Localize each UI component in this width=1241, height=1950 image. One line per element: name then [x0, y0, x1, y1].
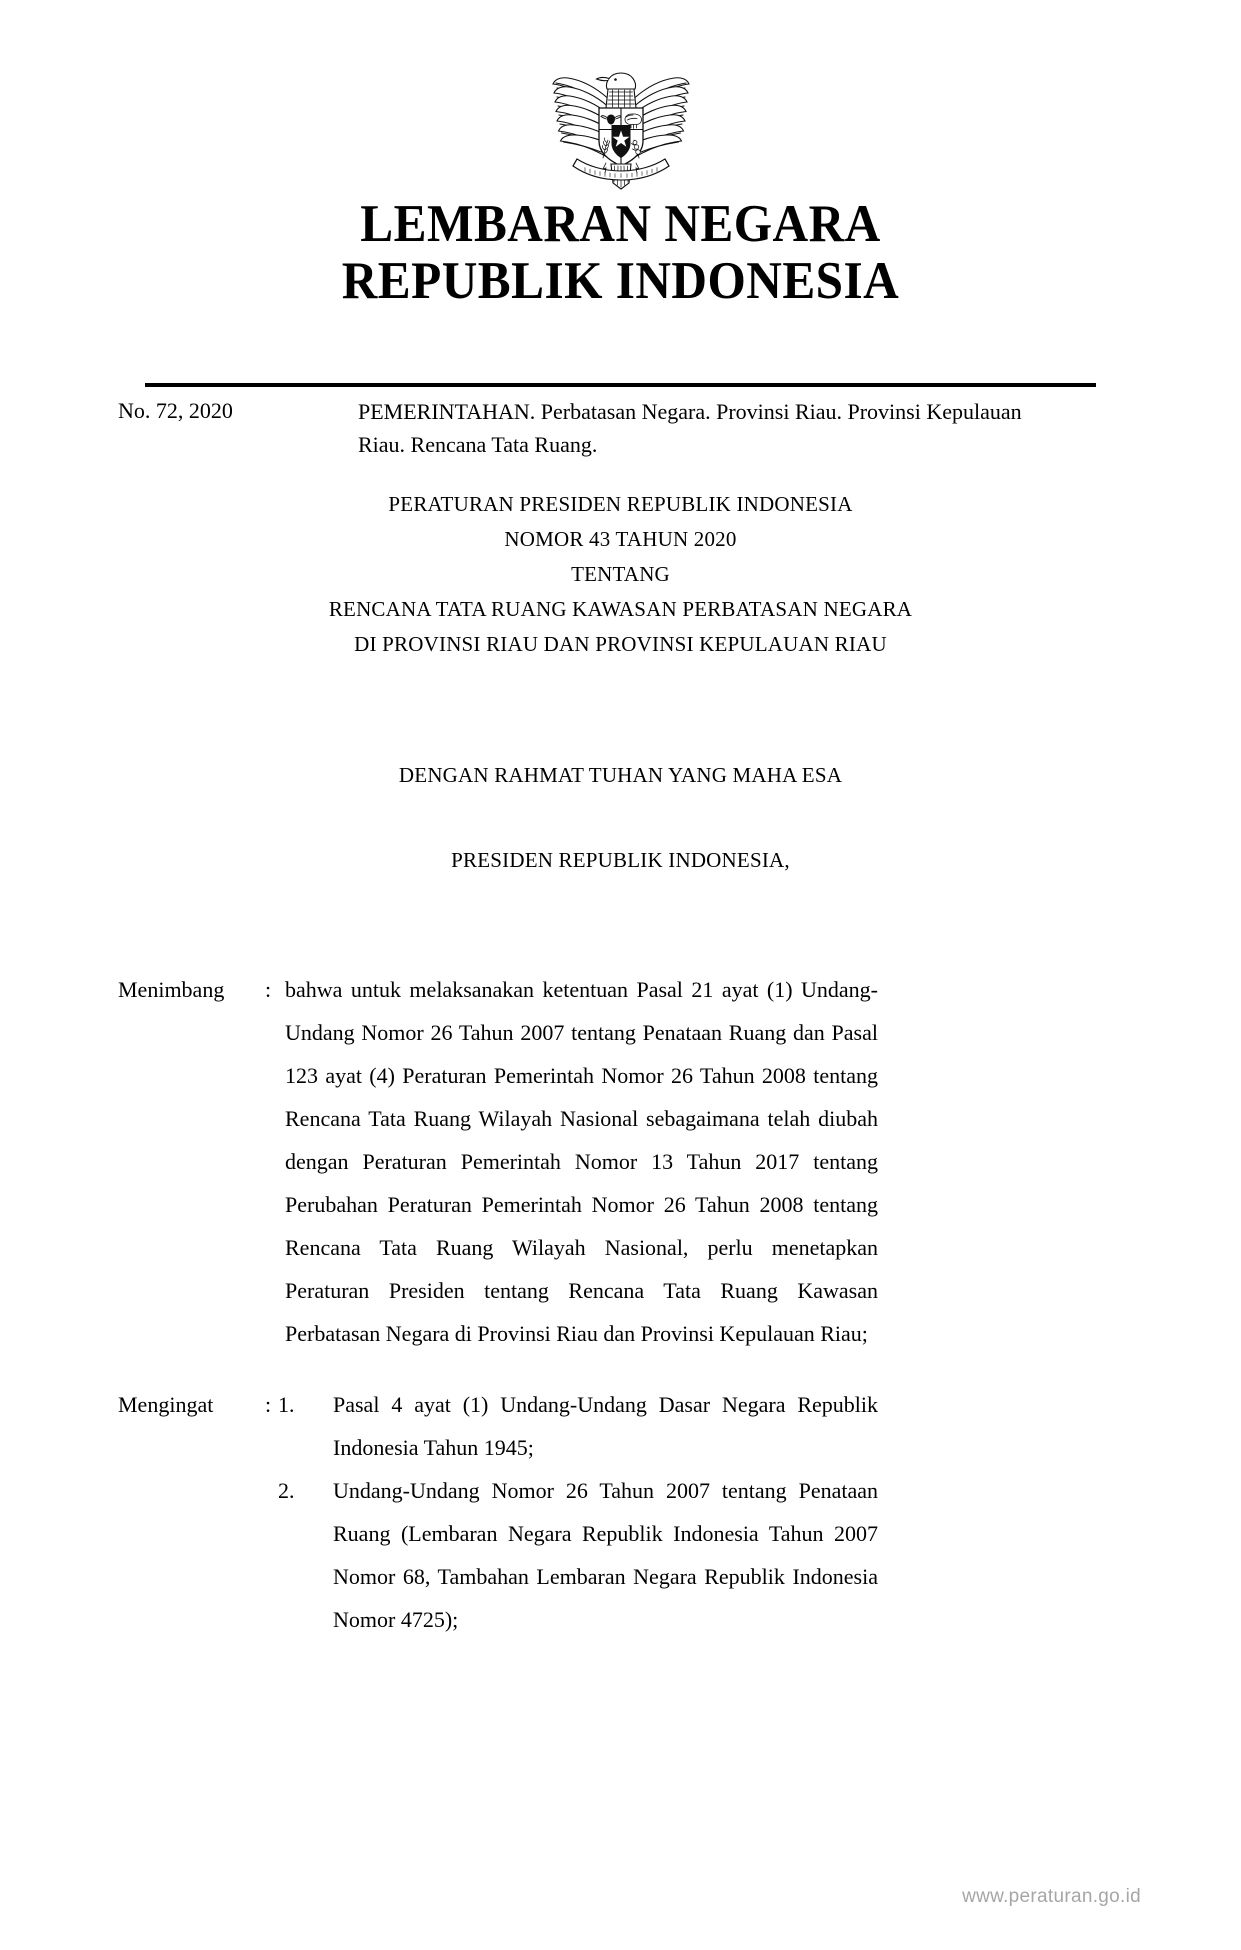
title-line-nomor-tahun: NOMOR 43 TAHUN 2020: [504, 527, 737, 551]
clause-body-menimbang: [285, 968, 878, 1355]
authority-line: PRESIDEN REPUBLIK INDONESIA,: [451, 848, 790, 872]
clause-label-mengingat: Mengingat: [118, 1392, 214, 1417]
masthead-line-republik-indonesia: REPUBLIK INDONESIA: [341, 252, 900, 310]
gazette-subject: PEMERINTAHAN. Perbatasan Negara. Provinsi Riau. Provinsi Kepulauan Riau. Rencana Tata Ruang.: [358, 399, 1022, 457]
clause-colon-menimbang: :: [265, 977, 272, 1002]
title-line-subject-1: RENCANA TATA RUANG KAWASAN PERBATASAN NEGARA: [328, 597, 913, 621]
list-item: [278, 1383, 878, 1469]
clause-paragraph: bahwa untuk melaksanakan ketentuan Pasal 21 ayat (1) Undang-Undang Nomor 26 Tahun 2007 tentang Penataan Ruang dan Pasal 123 ayat (4) Peraturan Pemerintah Nomor 26 Tahun 2008 tentang Rencana Tata Ruang Wilayah Nasional sebagaimana telah diubah dengan Peraturan Pemerintah Nomor 13 Tahun 2017 tentang Perubahan Peraturan Pemerintah Nomor 26 Tahun 2008 tentang Rencana Tata Ruang Wilayah Nasional, perlu menetapkan Peraturan Presiden tentang Rencana Tata Ruang Kawasan Perbatasan Negara di Provinsi Riau dan Provinsi Kepulauan Riau;: [285, 977, 878, 1346]
list-item-text: Undang-Undang Nomor 26 Tahun 2007 tentang Penataan Ruang (Lembaran Negara Republik Indonesia Tahun 2007 Nomor 68, Tambahan Lembaran Negara Republik Indonesia Nomor 4725);: [333, 1478, 878, 1632]
header-divider-rule: [145, 383, 1096, 387]
regulation-title-block: [0, 487, 1241, 662]
emblem-container: [0, 52, 1241, 203]
footer-watermark: www.peraturan.go.id: [962, 1886, 1141, 1907]
clause-numbered-list: [278, 1383, 878, 1641]
clause-mengingat: [118, 1383, 1123, 1641]
list-item-number: 2.: [278, 1478, 295, 1503]
clauses-section: [118, 968, 1123, 1669]
list-item-text: Pasal 4 ayat (1) Undang-Undang Dasar Negara Republik Indonesia Tahun 1945;: [333, 1392, 878, 1460]
masthead-line-lembaran-negara: LEMBARAN NEGARA: [360, 195, 881, 253]
garuda-pancasila-emblem: [546, 52, 696, 198]
title-line-tentang: TENTANG: [571, 562, 670, 586]
masthead: [0, 196, 1241, 310]
clause-colon-mengingat: :: [265, 1392, 272, 1417]
gazette-number: No. 72, 2020: [118, 398, 233, 423]
clause-menimbang: [118, 968, 1123, 1355]
clause-label-menimbang: Menimbang: [118, 977, 225, 1002]
list-item-number: 1.: [278, 1392, 295, 1417]
title-line-subject-2: DI PROVINSI RIAU DAN PROVINSI KEPULAUAN RIAU: [354, 632, 887, 656]
list-item: [278, 1469, 878, 1641]
blessing-line: DENGAN RAHMAT TUHAN YANG MAHA ESA: [398, 763, 843, 787]
title-line-peraturan-presiden: PERATURAN PRESIDEN REPUBLIK INDONESIA: [388, 492, 853, 516]
